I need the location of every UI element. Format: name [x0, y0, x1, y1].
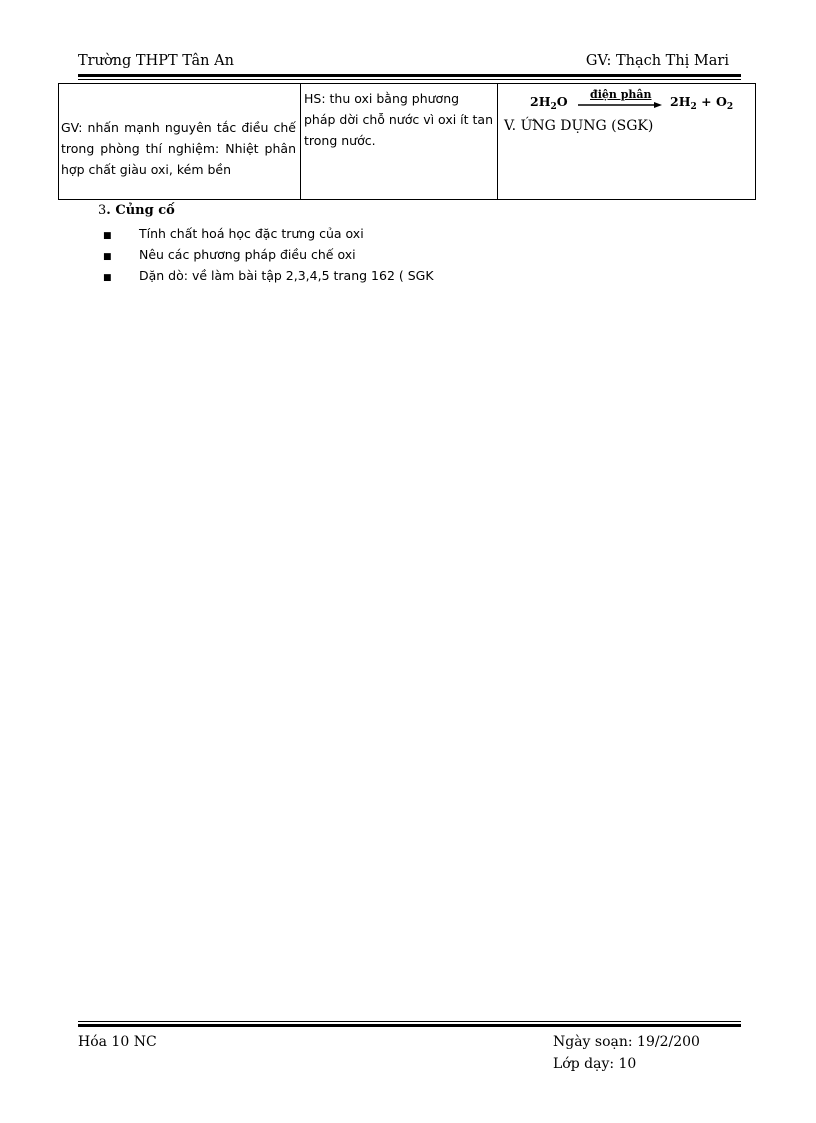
- bullet-icon: ■: [103, 252, 112, 262]
- class-label: Lớp dạy: 10: [553, 1056, 637, 1072]
- page-header: [78, 53, 741, 75]
- table-row: [59, 84, 756, 200]
- summary-heading: 3. Củng cố: [98, 203, 175, 218]
- electrolysis-equation: [502, 88, 751, 114]
- equation-lhs: $2H_2O$: [530, 94, 568, 112]
- header-rule-thick: [78, 74, 741, 77]
- student-activity-text: HS: thu oxi bằng phương pháp dời chỗ nước vì oxi ít tan trong nước.: [304, 91, 493, 148]
- arrow-condition: điện phân: [590, 88, 652, 101]
- reaction-arrow-icon: [578, 102, 662, 108]
- subject-label: Hóa 10 NC: [78, 1034, 157, 1050]
- section-heading: V. ỨNG DỤNG (SGK): [504, 118, 654, 134]
- header-rule-thin: [78, 79, 741, 80]
- teacher-name: GV: Thạch Thị Mari: [585, 53, 729, 69]
- lesson-table: [58, 83, 756, 200]
- content-cell: [498, 84, 756, 200]
- prepared-date: Ngày soạn: 19/2/200: [553, 1034, 700, 1050]
- footer-rule-thin: [78, 1021, 741, 1022]
- bullet-icon: ■: [103, 231, 112, 241]
- student-activity-cell: [301, 84, 498, 200]
- bullet-icon: ■: [103, 273, 112, 283]
- teacher-activity-text: GV: nhấn mạnh nguyên tắc điều chế trong phòng thí nghiệm: Nhiệt phân hợp chất giàu oxi, kém bền: [61, 120, 296, 177]
- teacher-activity-cell: [59, 84, 301, 200]
- footer-rule-thick: [78, 1024, 741, 1027]
- school-name: Trường THPT Tân An: [78, 53, 234, 69]
- equation-rhs: $2H_2 + O_2$: [670, 94, 734, 112]
